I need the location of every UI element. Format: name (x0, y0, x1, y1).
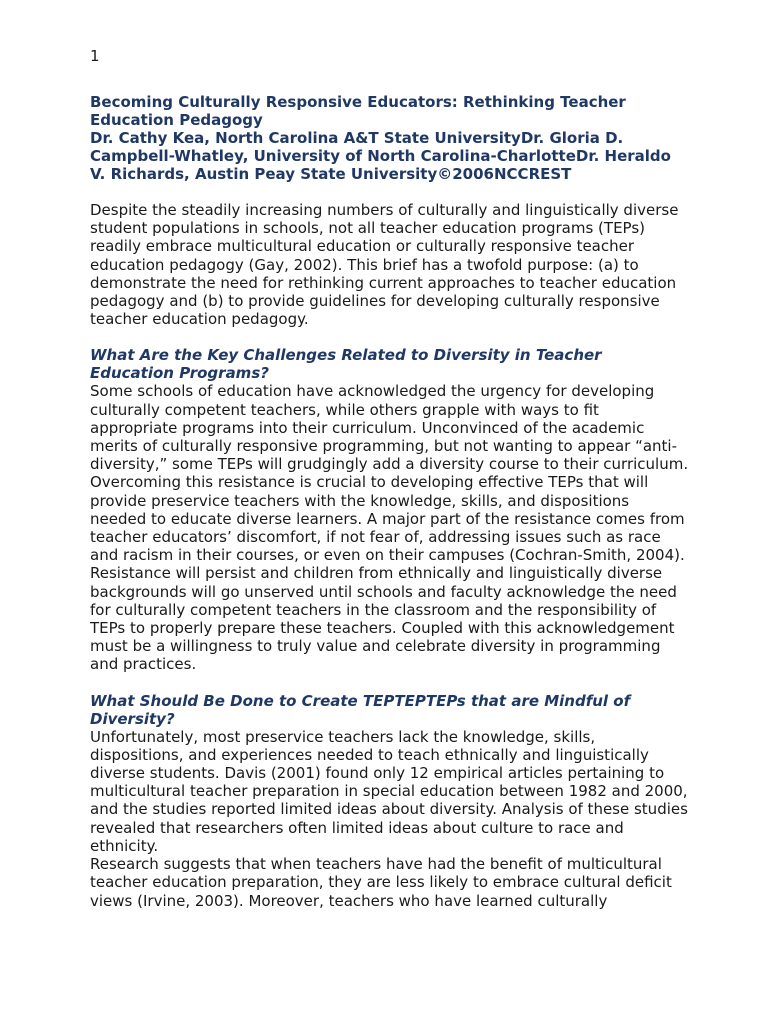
section-paragraph: Some schools of education have acknowledged the urgency for developing culturally competent teachers, while others grapple with ways to fit appropriate programs into their curriculum. Unconvinced of the academic merits of culturally responsive programming, but not wanting to appear “anti-diversity,” some TEPs will grudgingly add a diversity course to their curriculum. Overcoming this resistance is crucial to developing effective TEPs that will provide preservice teachers with the knowledge, skills, and dispositions needed to educate diverse learners. A major part of the resistance comes from teacher educators’ discomfort, if not fear of, addressing issues such as race and racism in their courses, or even on their campuses (Cochran-Smith, 2004). Resistance will persist and children from ethnically and linguistically diverse backgrounds will go unserved until schools and faculty acknowledge the need for culturally competent teachers in the classroom and the responsibility of TEPs to properly prepare these teachers. Coupled with this acknowledgement must be a willingness to truly value and celebrate diversity in programming and practices. (90, 382, 689, 674)
document-title: Becoming Culturally Responsive Educators: Rethinking Teacher Education Pedagogy (90, 93, 626, 129)
section-heading-challenges: What Are the Key Challenges Related to Diversity in Teacher Education Programs? (90, 346, 602, 383)
intro-paragraph: Despite the steadily increasing numbers of culturally and linguistically diverse student populations in schools, not all teacher education programs (TEPs) readily embrace multicultural education or culturally responsive teacher education pedagogy (Gay, 2002). This brief has a twofold purpose: (a) to demonstrate the need for rethinking current approaches to teacher education pedagogy and (b) to provide guidelines for developing culturally responsive teacher education pedagogy. (90, 201, 679, 329)
section-paragraph: Research suggests that when teachers have had the benefit of multicultural teacher education preparation, they are less likely to embrace cultural deficit views (Irvine, 2003). Moreover, teachers who have learned culturally (90, 855, 672, 910)
page-number: 1 (90, 47, 100, 65)
author-byline: Dr. Cathy Kea, North Carolina A&T State UniversityDr. Gloria D. Campbell-Whatley, University of North Carolina-CharlotteDr. Heraldo V. Richards, Austin Peay State University©2006NCCREST (90, 129, 671, 183)
section-paragraph: Unfortunately, most preservice teachers lack the knowledge, skills, dispositions, and experiences needed to teach ethnically and linguistically diverse students. Davis (2001) found only 12 empirical articles pertaining to multicultural teacher preparation in special education between 1982 and 2000, and the studies reported limited ideas about diversity. Analysis of these studies revealed that researchers often limited ideas about culture to race and ethnicity. (90, 727, 688, 855)
document-body (90, 93, 690, 910)
section-heading-diversity: What Should Be Done to Create TEPTEPTEPs that are Mindful of Diversity? (90, 691, 631, 728)
